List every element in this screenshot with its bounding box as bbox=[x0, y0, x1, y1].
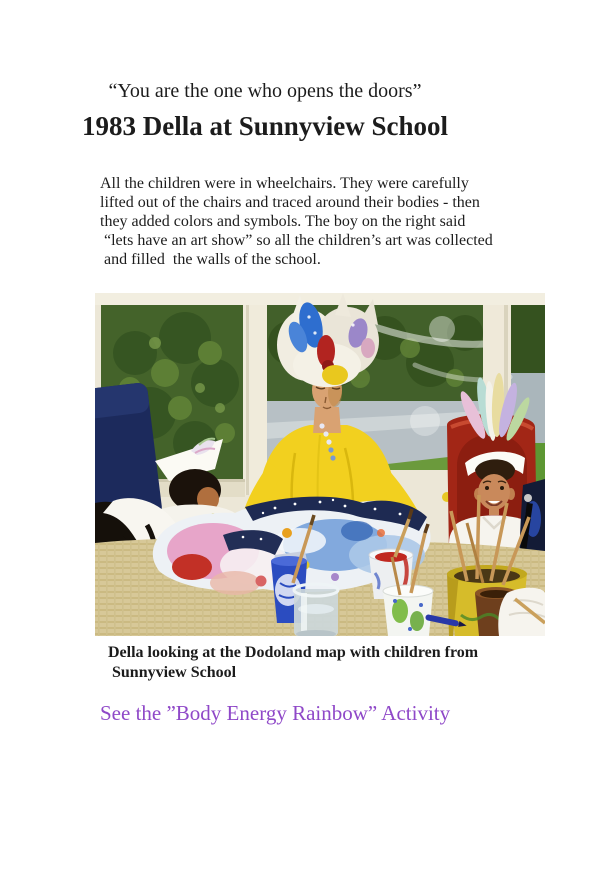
paragraph-line: and filled the walls of the school. bbox=[100, 251, 321, 268]
photo-caption bbox=[108, 643, 616, 683]
caption-line: Sunnyview School bbox=[108, 664, 237, 681]
photo-figure bbox=[0, 293, 616, 683]
paragraph-line: All the children were in wheelchairs. They were carefully bbox=[100, 175, 469, 192]
intro-paragraph bbox=[100, 174, 580, 269]
body-energy-rainbow-activity-link[interactable]: See the ”Body Energy Rainbow” Activity bbox=[100, 701, 451, 725]
paragraph-line: lifted out of the chairs and traced around their bodies - then bbox=[100, 194, 480, 211]
caption-line: Della looking at the Dodoland map with children from bbox=[108, 644, 479, 661]
page-title: 1983 Della at Sunnyview School bbox=[81, 111, 449, 141]
photo-della-with-children bbox=[95, 293, 545, 636]
paragraph-line: they added colors and symbols. The boy on the right said bbox=[100, 213, 466, 230]
photo-illustration bbox=[95, 293, 545, 636]
heading-block bbox=[60, 78, 470, 143]
paragraph-line: “lets have an art show” so all the children’s art was collected bbox=[100, 232, 493, 249]
opening-quote: “You are the one who opens the doors” bbox=[108, 80, 422, 102]
